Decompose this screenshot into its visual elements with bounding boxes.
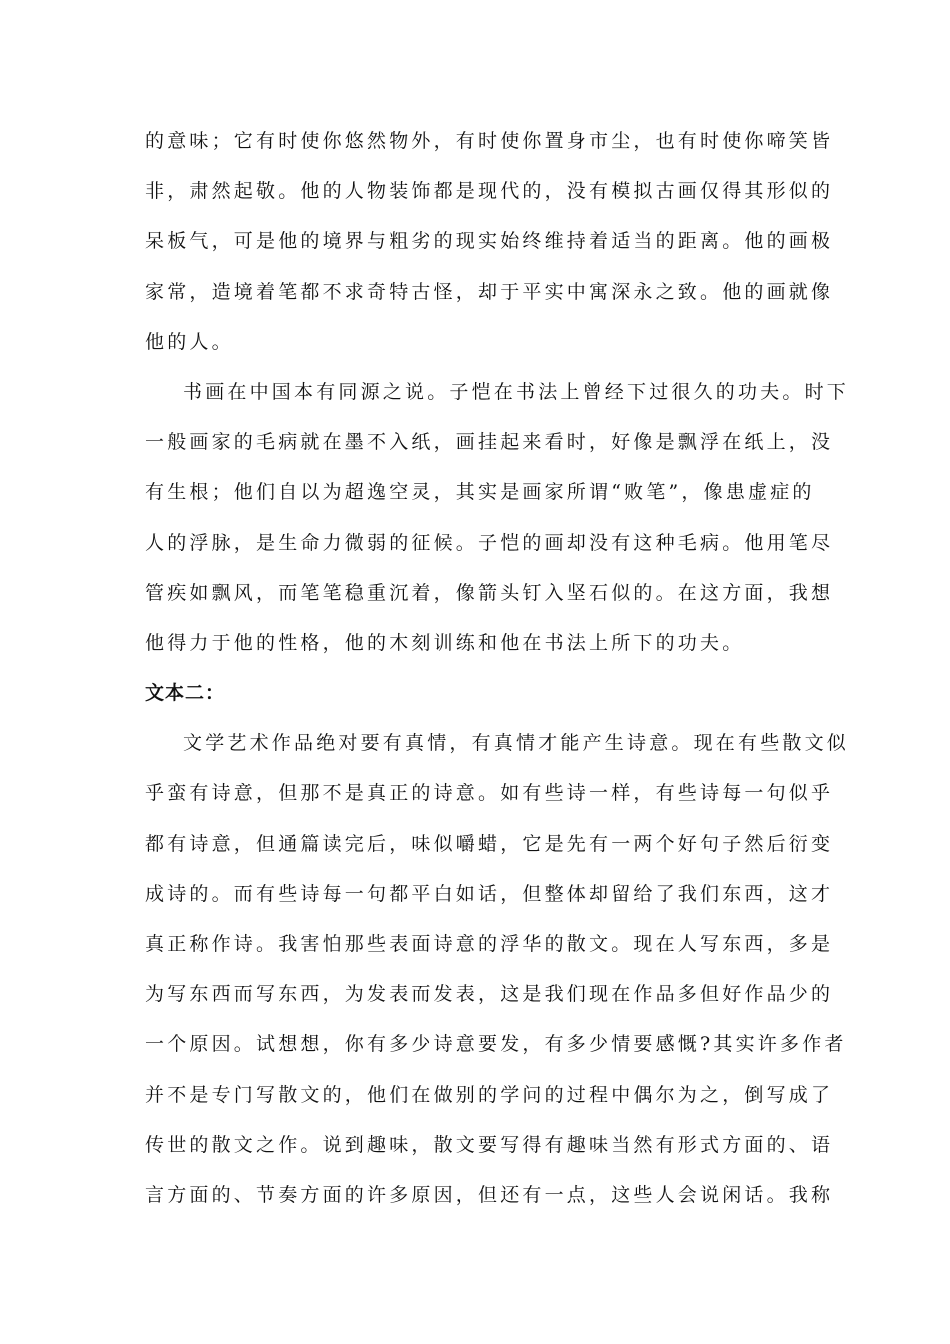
text-line: 一个原因。试想想，你有多少诗意要发，有多少情要感慨?其实许多作者: [145, 1033, 847, 1056]
paragraph-2: [145, 367, 850, 668]
text-line: 他的人。: [145, 330, 234, 353]
text-line: 并不是专门写散文的，他们在做别的学问的过程中偶尔为之，倒写成了: [145, 1083, 834, 1106]
text-line: 为写东西而写东西，为发表而发表，这是我们现在作品多但好作品少的: [145, 983, 834, 1006]
document-body: [145, 116, 850, 1220]
text-line: 非，肃然起敬。他的人物装饰都是现代的，没有模拟古画仅得其形似的: [145, 180, 834, 203]
text-line: 呆板气，可是他的境界与粗劣的现实始终维持着适当的距离。他的画极: [145, 230, 834, 253]
text-line: 家常，造境着笔都不求奇特古怪，却于平实中寓深永之致。他的画就像: [145, 280, 834, 303]
text-line: 成诗的。而有些诗每一句都平白如话，但整体却留给了我们东西，这才: [145, 882, 834, 905]
paragraph-1: [145, 116, 834, 367]
text-line: 书画在中国本有同源之说。子恺在书法上曾经下过很久的功夫。时下: [183, 380, 850, 403]
text-line: 真正称作诗。我害怕那些表面诗意的浮华的散文。现在人写东西，多是: [145, 933, 834, 955]
text-line: 管疾如飘风，而笔笔稳重沉着，像箭头钉入坚石似的。在这方面，我想: [145, 581, 834, 604]
text-line: 乎蛮有诗意，但那不是真正的诗意。如有些诗一样，有些诗每一句似乎: [145, 782, 834, 805]
text-line: 文学艺术作品绝对要有真情，有真情才能产生诗意。现在有些散文似: [183, 732, 850, 755]
section-heading: 文本二：: [145, 682, 226, 705]
text-line: 都有诗意，但通篇读完后，味似嚼蜡，它是先有一两个好句子然后衍变: [145, 832, 834, 855]
text-line: 言方面的、节奏方面的许多原因，但还有一点，这些人会说闲话。我称: [145, 1183, 834, 1206]
text-line: 人的浮脉，是生命力微弱的征候。子恺的画却没有这种毛病。他用笔尽: [145, 531, 834, 554]
text-line: 他得力于他的性格，他的木刻训练和他在书法上所下的功夫。: [145, 631, 745, 654]
text-line: 传世的散文之作。说到趣味，散文要写得有趣味当然有形式方面的、语: [145, 1133, 834, 1156]
text-line: 的意味；它有时使你悠然物外，有时使你置身市尘，也有时使你啼笑皆: [145, 130, 834, 152]
text-line: 有生根；他们自以为超逸空灵，其实是画家所谓“败笔”，像患虚症的: [145, 481, 815, 504]
paragraph-3: [145, 718, 850, 1220]
text-line: 一般画家的毛病就在墨不入纸，画挂起来看时，好像是飘浮在纸上，没: [145, 431, 834, 454]
